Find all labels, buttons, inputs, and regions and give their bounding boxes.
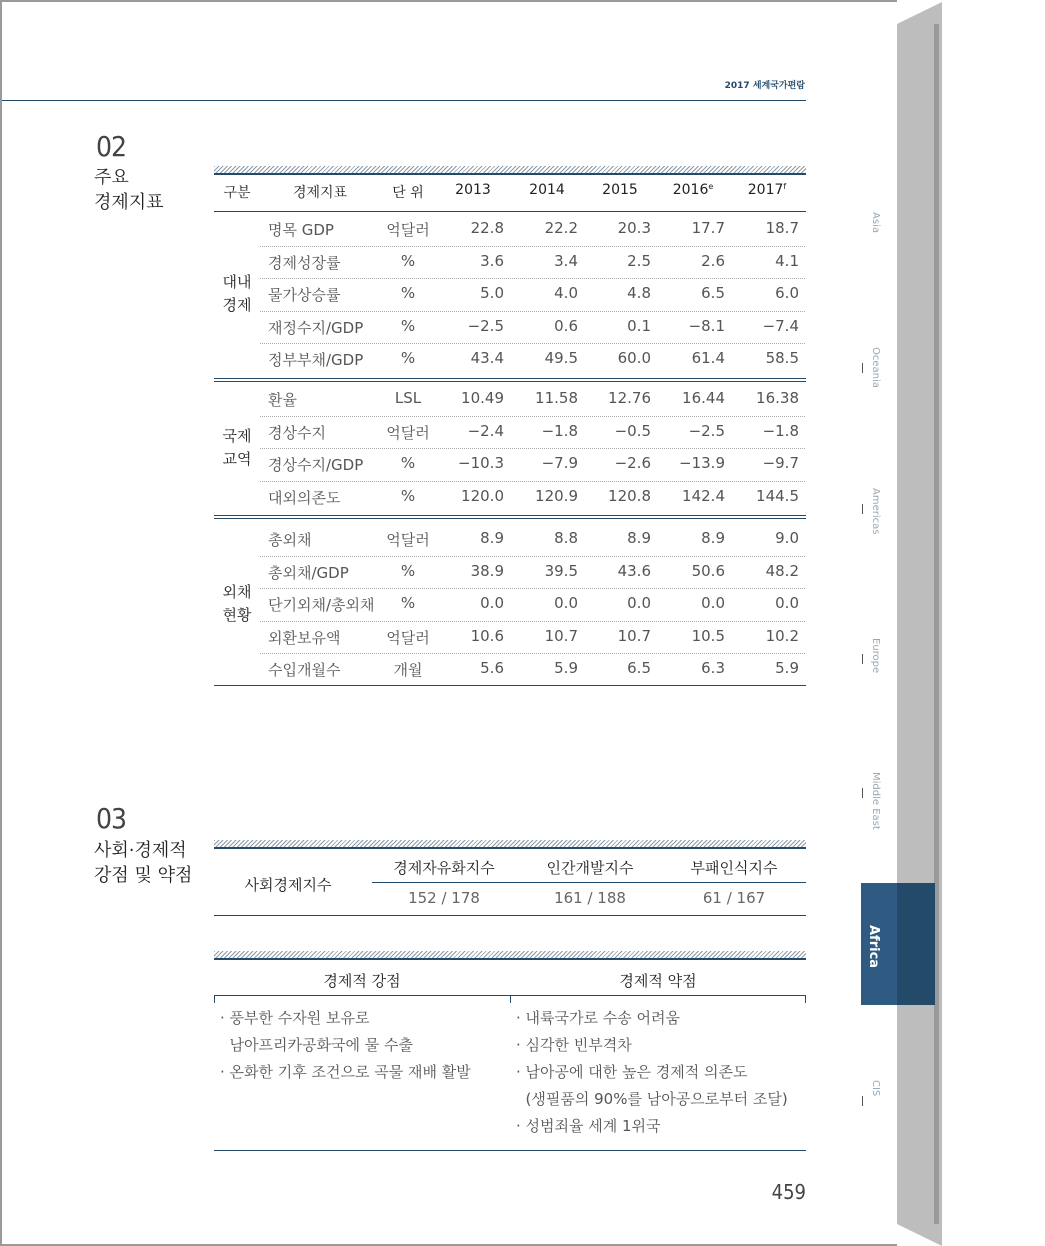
indicator-unit: % [400, 561, 416, 580]
indicator-value: 9.0 [775, 529, 799, 547]
indicator-value: −2.4 [467, 421, 504, 440]
section-2-number: 02 [96, 130, 127, 163]
indicator-value: −13.9 [679, 454, 725, 472]
header-rule-bottom [214, 211, 806, 212]
indicator-value: 8.9 [627, 529, 651, 547]
book-edge-top [897, 2, 942, 24]
indicator-value: 61.4 [691, 349, 725, 367]
indicator-value: 5.9 [554, 659, 578, 677]
header-year-2017 [734, 182, 800, 198]
indicator-name: 경상수지/GDP [268, 456, 364, 474]
tab-americas[interactable]: Americas [870, 488, 881, 535]
indicator-name: 총외채 [268, 531, 312, 549]
indicator-name: 경제성장률 [268, 253, 341, 272]
row-divider [260, 311, 805, 312]
strength-item: · 풍부한 수자원 보유로 [220, 1009, 370, 1027]
indicator-value: 0.0 [775, 594, 799, 612]
sw-table-hatch [214, 951, 806, 960]
indicator-value: 16.38 [756, 389, 799, 407]
indicator-unit: LSL [394, 389, 422, 407]
indicator-name: 재정수지/GDP [268, 318, 364, 337]
indicator-unit: % [400, 486, 416, 505]
year-label: 2017 [747, 182, 784, 198]
indicator-value: 6.0 [775, 284, 799, 302]
indicator-value: 120.9 [535, 486, 578, 505]
indicator-value: 17.7 [691, 219, 725, 237]
indicator-value: −10.3 [458, 454, 504, 472]
indicator-value: 0.6 [554, 316, 578, 335]
index-value-human-development: 161 / 188 [554, 889, 626, 907]
sw-tick-mid [510, 995, 511, 1003]
indicator-unit: 억달러 [386, 531, 430, 549]
weakness-item: · 내륙국가로 수송 어려움 [516, 1009, 680, 1027]
indicator-name: 경상수지 [268, 423, 326, 442]
indicator-unit: % [400, 349, 416, 367]
indicator-unit: 억달러 [386, 423, 430, 442]
indicator-value: 49.5 [544, 349, 578, 367]
indicator-unit: 개월 [393, 661, 423, 679]
indicator-value: −2.5 [467, 316, 504, 335]
indicator-value: 8.9 [480, 529, 504, 547]
tab-middle-east[interactable]: Middle East [870, 772, 881, 830]
indicator-value: 11.58 [535, 389, 578, 407]
indicator-value: 6.3 [701, 659, 725, 677]
index-header-rule [372, 882, 806, 883]
section-3-title-line1: 사회·경제적 [94, 840, 187, 861]
indicator-unit: % [400, 284, 416, 302]
row-divider [260, 416, 805, 417]
header-year-2015 [587, 182, 653, 198]
indicator-value: −8.1 [688, 316, 725, 335]
header-group: 구분 [223, 185, 251, 201]
indicator-value: 43.4 [470, 349, 504, 367]
estimate-mark: e [708, 182, 714, 191]
indicator-value: 10.5 [691, 626, 725, 645]
tab-tick [862, 788, 863, 798]
indicator-value: −0.5 [614, 421, 651, 440]
indicator-value: −1.8 [762, 421, 799, 440]
page-number: 459 [771, 1180, 806, 1204]
tab-tick [862, 504, 863, 514]
tab-africa-edge [897, 883, 935, 1005]
tab-cis[interactable]: CIS [870, 1080, 881, 1097]
section-2-title-line2: 경제지표 [94, 192, 164, 213]
indicator-value: −2.6 [614, 454, 651, 472]
indicator-value: 4.0 [554, 284, 578, 302]
group-label: 외채 현황 [222, 583, 252, 625]
weakness-item: · 남아공에 대한 높은 경제적 의존도 [516, 1063, 748, 1081]
index-value-economic-freedom: 152 / 178 [408, 889, 480, 907]
indicator-value: 48.2 [765, 561, 799, 580]
indicator-value: 2.6 [701, 251, 725, 270]
indicator-value: 144.5 [756, 486, 799, 505]
indicator-value: 120.0 [461, 486, 504, 505]
tab-tick [862, 363, 863, 373]
indicator-name: 단기외채/총외채 [268, 596, 375, 614]
section-3-title [94, 838, 192, 888]
row-divider [260, 556, 805, 557]
tab-oceania[interactable]: Oceania [870, 347, 881, 388]
header-year-2013 [440, 182, 506, 198]
indicator-name: 수입개월수 [268, 661, 341, 679]
strength-item: 남아프리카공화국에 물 수출 [220, 1036, 413, 1054]
sw-bottom-rule [214, 1150, 806, 1151]
section-2-title-line1: 주요 [94, 167, 129, 188]
header-rule [2, 100, 806, 101]
section-3-number: 03 [96, 802, 127, 835]
row-divider [260, 653, 805, 654]
year-label: 2013 [455, 182, 491, 198]
indicator-value: 0.1 [627, 316, 651, 335]
indicator-value: 120.8 [608, 486, 651, 505]
index-value-corruption-perception: 61 / 167 [702, 889, 766, 907]
indicator-value: 12.76 [608, 389, 651, 407]
indicator-value: 50.6 [691, 561, 725, 580]
indicator-value: 3.4 [554, 251, 578, 270]
indicator-name: 물가상승률 [268, 286, 341, 304]
row-divider [260, 246, 805, 247]
table-top-hatch [214, 166, 806, 175]
year-label: 2014 [529, 182, 565, 198]
indicator-name: 환율 [268, 391, 297, 409]
group-label: 국제 교역 [222, 427, 252, 468]
indicator-unit: % [400, 251, 416, 270]
indicator-value: 43.6 [617, 561, 651, 580]
indicator-value: 0.0 [480, 594, 504, 612]
indicator-value: 39.5 [544, 561, 578, 580]
forecast-mark: f [783, 182, 787, 191]
indicator-value: 6.5 [701, 284, 725, 302]
row-divider [260, 621, 805, 622]
indicator-name: 외환보유액 [268, 628, 341, 647]
indicator-value: 4.1 [775, 251, 799, 270]
indicator-value: −1.8 [541, 421, 578, 440]
indicator-value: 5.6 [480, 659, 504, 677]
strength-item: · 온화한 기후 조건으로 곡물 재배 활발 [220, 1063, 471, 1081]
indicator-value: 38.9 [470, 561, 504, 580]
indicator-value: 5.0 [480, 284, 504, 302]
weaknesses-header: 경제적 약점 [619, 972, 697, 990]
year-label: 2016 [672, 182, 709, 198]
indicator-unit: % [400, 594, 416, 612]
row-divider [260, 278, 805, 279]
indicator-unit: 억달러 [386, 221, 430, 239]
indicator-value: 8.9 [701, 529, 725, 547]
weakness-item: · 성범죄율 세계 1위국 [516, 1117, 661, 1135]
indicator-name: 명목 GDP [268, 221, 334, 239]
index-header-economic-freedom: 경제자유화지수 [393, 859, 495, 877]
indicator-value: 142.4 [682, 486, 725, 505]
indicator-name: 대외의존도 [268, 488, 341, 507]
indicator-value: 18.7 [765, 219, 799, 237]
section-3-title-line2: 강점 및 약점 [94, 865, 193, 886]
sw-tick-left [214, 995, 215, 1003]
row-divider [260, 588, 805, 589]
table-bottom-rule [214, 685, 806, 686]
indicator-value: −9.7 [762, 454, 799, 472]
strengths-header: 경제적 강점 [323, 972, 401, 990]
book-edge-bottom [897, 1224, 942, 1246]
indicator-value: 5.9 [775, 659, 799, 677]
index-table-hatch [214, 840, 806, 849]
header-unit: 단 위 [392, 185, 424, 201]
weakness-item: · 심각한 빈부격차 [516, 1036, 632, 1054]
indicator-value: 22.8 [470, 219, 504, 237]
tab-asia[interactable]: Asia [870, 212, 881, 233]
indicator-value: 6.5 [627, 659, 651, 677]
indicator-value: 60.0 [617, 349, 651, 367]
header-year-2014 [514, 182, 580, 198]
sw-tick-right [805, 995, 806, 1003]
index-table-bottom-rule [214, 915, 806, 916]
indicator-value: −7.9 [541, 454, 578, 472]
indicator-unit: % [400, 316, 416, 335]
indicator-value: 10.2 [765, 626, 799, 645]
header-indicator: 경제지표 [292, 185, 348, 201]
row-divider [260, 448, 805, 449]
indicator-unit: 억달러 [386, 628, 430, 647]
group-divider [214, 515, 806, 519]
indicator-name: 총외채/GDP [268, 563, 349, 582]
indicator-name: 정부부채/GDP [268, 351, 364, 369]
index-label: 사회경제지수 [244, 876, 332, 894]
indicator-value: 0.0 [554, 594, 578, 612]
indicator-unit: % [400, 454, 416, 472]
indicator-value: 4.8 [627, 284, 651, 302]
indicator-value: 20.3 [617, 219, 651, 237]
indicator-value: 10.6 [470, 626, 504, 645]
tab-africa[interactable]: Africa [866, 925, 881, 969]
book-title: 2017 세계국가편람 [724, 81, 805, 91]
weakness-item: (생필품의 90%를 남아공으로부터 조달) [516, 1090, 788, 1108]
book-edge-line [934, 24, 939, 1224]
tab-tick [862, 654, 863, 664]
header-year-2016 [660, 182, 726, 198]
indicator-value: 0.0 [701, 594, 725, 612]
group-divider [214, 378, 806, 382]
index-header-corruption-perception: 부패인식지수 [690, 859, 778, 877]
indicator-value: 16.44 [682, 389, 725, 407]
indicator-value: 2.5 [627, 251, 651, 270]
tab-tick [862, 1096, 863, 1106]
year-label: 2015 [602, 182, 638, 198]
indicator-value: 0.0 [627, 594, 651, 612]
row-divider [260, 343, 805, 344]
indicator-value: 10.49 [461, 389, 504, 407]
indicator-value: 58.5 [765, 349, 799, 367]
group-label: 대내 경제 [222, 273, 252, 315]
tab-europe[interactable]: Europe [870, 638, 881, 674]
indicator-value: 10.7 [544, 626, 578, 645]
index-header-human-development: 인간개발지수 [546, 859, 634, 877]
indicator-value: 10.7 [617, 626, 651, 645]
indicator-value: 3.6 [480, 251, 504, 270]
section-2-title [94, 165, 164, 215]
indicator-value: −2.5 [688, 421, 725, 440]
indicator-value: 8.8 [554, 529, 578, 547]
indicator-value: 22.2 [544, 219, 578, 237]
row-divider [260, 481, 805, 482]
indicator-value: −7.4 [762, 316, 799, 335]
